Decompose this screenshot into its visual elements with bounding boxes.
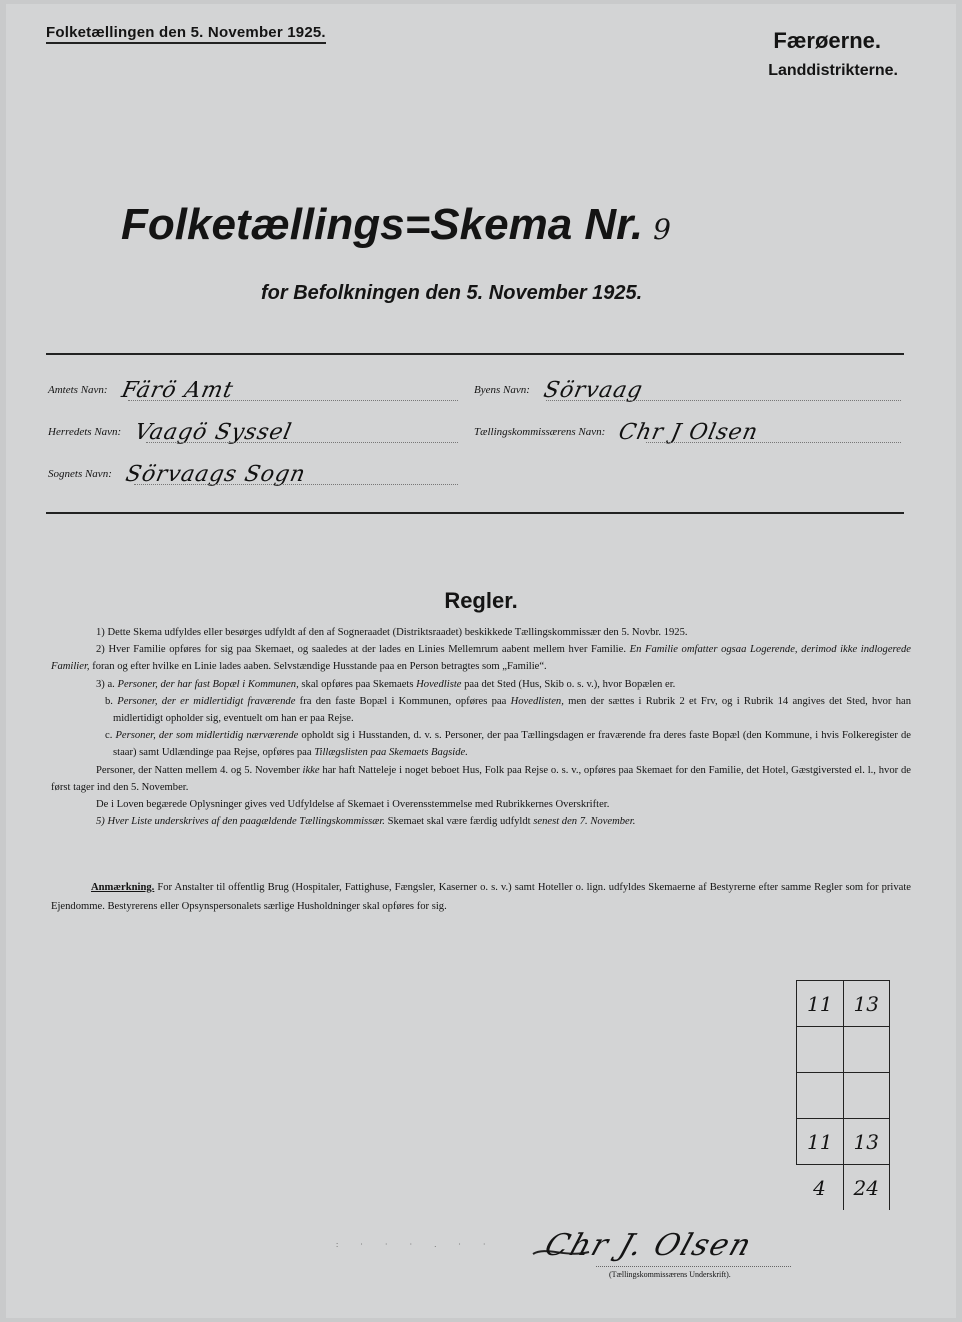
rules-text <box>51 624 911 830</box>
tally-cell: 13 <box>843 1119 890 1165</box>
rule-5: De i Loven begærede Oplysninger gives ved Udfyldelse af Skemaet i Overensstemmelse med Rubrikkernes Overskrifter. <box>96 799 610 811</box>
tally-box <box>796 980 890 1210</box>
tally-cell: 11 <box>797 981 844 1027</box>
field-sogn-value: Sörvaags Sogn <box>123 462 308 487</box>
divider-top <box>46 353 904 355</box>
rule-4: Personer, der Natten mellem 4. og 5. November ikke har haft Natteleje i noget beboet Hus, Folk paa Rejse o. s. v., opføres paa Skemaet for den Familie, det Hotel, Gæstgiversted el. l., hvor de først tager ind den 5. November. <box>51 764 911 793</box>
header-district: Landdistrikterne. <box>768 62 898 79</box>
signature-line <box>596 1266 791 1267</box>
field-sogn-label: Sognets Navn: <box>48 468 112 480</box>
annotation-label: Anmærkning. <box>91 882 155 893</box>
signature-caption: (Tællingskommissærens Underskrift). <box>609 1270 731 1279</box>
field-by-line <box>546 400 901 401</box>
rules-heading: Regler. <box>444 588 518 613</box>
tally-total-cell: 24 <box>843 1165 890 1211</box>
field-amt-line <box>128 400 458 401</box>
field-herred-label: Herredets Navn: <box>48 426 122 438</box>
tally-total-cell: 4 <box>797 1165 844 1211</box>
census-form-page <box>6 4 956 1318</box>
rule-3c: c. Personer, der som midlertidig nærværende opholdt sig i Husstanden, d. v. s. Personer, der paa Tællingsdagen er fraværende fra deres faste Bopæl (den Kommune, i hvis Folkeregister de staar) samt Udlændinge paa Rejse, opføres paa Tillægslisten paa Skemaets Bagside. <box>105 730 911 759</box>
rule-3b: b. Personer, der er midlertidigt fraværende fra den faste Bopæl i Kommunen, opføres paa Hovedlisten, men der sættes i Rubrik 2 et Frv, og i Rubrik 14 angives det Sted, hvor han midlertidigt opholder sig, eventuelt om han er paa Rejse. <box>105 695 912 725</box>
rule-6: 5) Hver Liste underskrives af den paagældende Tællingskommissær. Skemaet skal være færdig udfyldt senest den 7. November. <box>96 816 636 828</box>
divider-bottom <box>46 512 904 514</box>
faint-marks: : · · · . · · <box>336 1240 496 1249</box>
field-kommissaer-value: Chr J Olsen <box>616 420 761 445</box>
form-number: 9 <box>653 213 671 246</box>
header-region: Færøerne. <box>773 28 881 53</box>
tally-cell <box>843 1073 890 1119</box>
tally-cell: 11 <box>797 1119 844 1165</box>
field-amt-label: Amtets Navn: <box>48 384 108 396</box>
tally-cell <box>797 1073 844 1119</box>
rule-1: 1) Dette Skema udfyldes eller besørges udfyldt af den af Sogneraadet (Distriktsraadet) beskikkede Tællingskommissær den 5. Novbr. 1925. <box>96 627 688 638</box>
field-amt-value: Färö Amt <box>118 378 236 403</box>
field-sogn-line <box>134 484 458 485</box>
field-herred-value: Vaagö Syssel <box>132 420 295 445</box>
tally-cell <box>797 1027 844 1073</box>
form-subtitle: for Befolkningen den 5. November 1925. <box>261 282 643 304</box>
tally-cell <box>843 1027 890 1073</box>
field-by-value: Sörvaag <box>541 378 646 403</box>
annotation-note <box>51 878 911 916</box>
signature: Chr J. Olsen <box>540 1228 758 1263</box>
field-kommissaer-line <box>646 442 901 443</box>
rule-3a: 3) a. Personer, der har fast Bopæl i Kommunen, skal opføres paa Skemaets Hovedliste paa det Sted (Hus, Skib o. s. v.), hvor Bopælen er. <box>96 678 676 690</box>
annotation-text: For Anstalter til offentlig Brug (Hospitaler, Fattighuse, Fængsler, Kaserner o. s. v.) samt Hoteller o. lign. udfyldes Skemaerne af Bestyrerne efter samme Regler som for private Ejendomme. Bestyrerens eller Opsynspersonalets særlige Husholdninger skal opføres for sig. <box>51 882 911 912</box>
field-herred-line <box>146 442 458 443</box>
field-kommissaer-label: Tællingskommissærens Navn: <box>474 426 606 438</box>
rule-2: 2) Hver Familie opføres for sig paa Skemaet, og saaledes at der lades en Linies Mellemrum aabent mellem hver Familie. En Familie omfatter ogsaa Logerende, derimod ikke indlogerede Familier, foran og efter hvilke en Linie lades aaben. Selvstændige Husstande paa en Person betragtes som „Familie“. <box>51 644 911 673</box>
form-title-text: Folketællings=Skema Nr. <box>121 200 644 249</box>
header-census-date: Folketællingen den 5. November 1925. <box>46 24 326 44</box>
field-by-label: Byens Navn: <box>474 384 530 396</box>
tally-cell: 13 <box>843 981 890 1027</box>
form-title <box>121 200 841 250</box>
